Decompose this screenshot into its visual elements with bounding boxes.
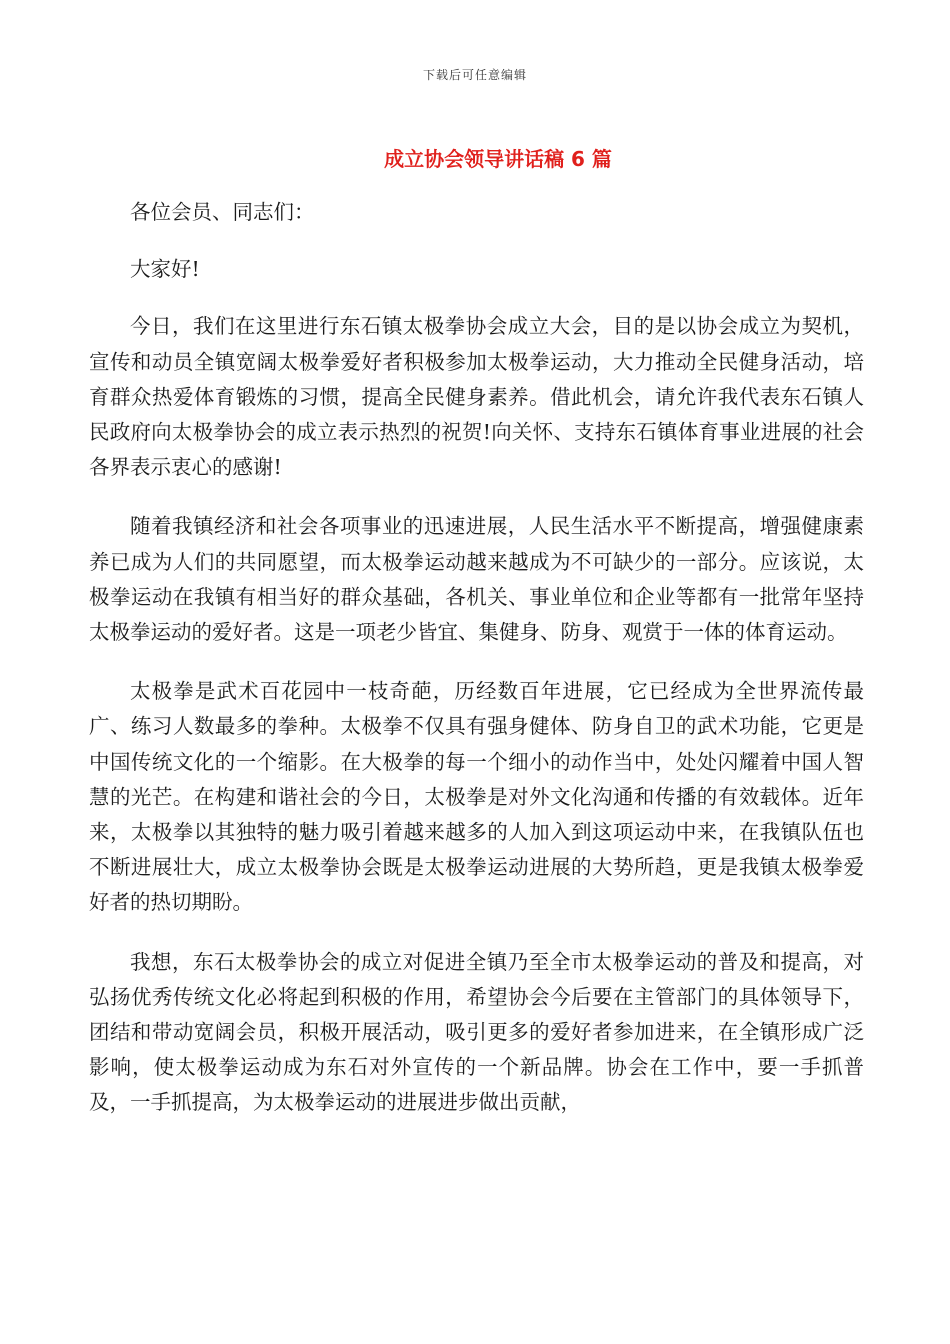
paragraph-4: 我想，东石太极拳协会的成立对促进全镇乃至全市太极拳运动的普及和提高，对弘扬优秀传统文化必将起到积极的作用，希望协会今后要在主管部门的具体领导下，团结和带动宽阔会员，积极开展活动，吸引更多的爱好者参加进来，在全镇形成广泛影响，使太极拳运动成为东石对外宣传的一个新品牌。协会在工作中，要一手抓普及，一手抓提高，为太极拳运动的进展进步做出贡献， <box>89 949 864 1115</box>
header-note: 下载后可任意编辑 <box>422 68 527 82</box>
document-body <box>89 195 864 1145</box>
greeting: 大家好! <box>130 257 200 282</box>
salutation: 各位会员、同志们： <box>130 200 315 224</box>
paragraph-3: 太极拳是武术百花园中一枝奇葩，历经数百年进展，它已经成为全世界流传最广、练习人数最多的拳种。太极拳不仅具有强身健体、防身自卫的武术功能，它更是中国传统文化的一个缩影。在大极拳的每一个细小的动作当中，处处闪耀着中国人智慧的光芒。在构建和谐社会的今日，太极拳是对外文化沟通和传播的有效载体。近年来，太极拳以其独特的魅力吸引着越来越多的人加入到这项运动中来，在我镇队伍也不断进展壮大，成立太极拳协会既是太极拳运动进展的大势所趋，更是我镇太极拳爱好者的热切期盼。 <box>89 679 864 915</box>
paragraph-1: 今日，我们在这里进行东石镇太极拳协会成立大会，目的是以协会成立为契机，宣传和动员全镇宽阔太极拳爱好者积极参加太极拳运动，大力推动全民健身活动，培育群众热爱体育锻炼的习惯，提高全民健身素养。借此机会，请允许我代表东石镇人民政府向太极拳协会的成立表示热烈的祝贺!向关怀、支持东石镇体育事业进展的社会各界表示衷心的感谢! <box>89 314 864 480</box>
paragraph-2: 随着我镇经济和社会各项事业的迅速进展，人民生活水平不断提高，增强健康素养已成为人们的共同愿望，而太极拳运动越来越成为不可缺少的一部分。应该说，太极拳运动在我镇有相当好的群众基础，各机关、事业单位和企业等都有一批常年坚持太极拳运动的爱好者。这是一项老少皆宜、集健身、防身、观赏于一体的体育运动。 <box>89 514 864 645</box>
document-title: 成立协会领导讲话稿 6 篇 <box>384 147 612 171</box>
